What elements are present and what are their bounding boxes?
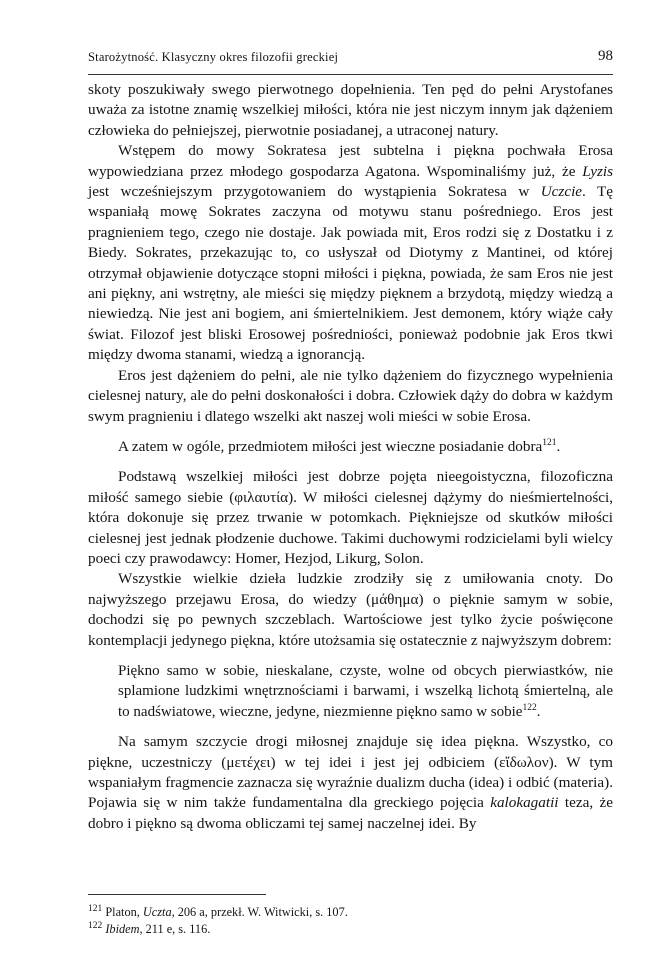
- greek-term: μετέχει: [226, 753, 271, 771]
- work-title-lyzis: Lyzis: [582, 162, 613, 180]
- greek-term: μάθημα: [371, 590, 419, 608]
- main-text: [88, 80, 613, 834]
- block-quote: Piękno samo w sobie, nieskalane, czyste, wolne od obcych pierwiastków, nie splamione ludzkimi wnętrznościami i barwami, i wszelką lichotą śmiertelną, ale to nadświatowe, wieczne, jedyne, niezmienne piękno samo w sobie$^{122}$.: [118, 662, 613, 720]
- term-kalokagatia: kalokagatii: [490, 794, 559, 812]
- running-title: Starożytność. Klasyczny okres filozofii greckiej: [88, 50, 339, 64]
- paragraph-2: Wstępem do mowy Sokratesa jest subtelna i piękna pochwała Erosa wypowiedziana przez młodego gospodarza Agatona. Wspominaliśmy już, że Lyzis jest wcześniejszym przygotowaniem do wystąpienia Sokratesa w Uczcie. Tę wspaniałą mowę Sokrates zaczyna od motywu stanu pośredniego. Eros jest pragnieniem tego, czego nie dostaje. Jak powiada mit, Eros rodzi się z Dostatku i z Biedy. Sokrates, przekazując to, co usłyszał od Diotymy z Mantinei, od której otrzymał objawienie dotyczące stopni miłości i piękna, powiada, że sam Eros nie jest ani piękny, ani wstrętny, ale mieści się między pięknem a brzydotą, między wiedzą a niewiedzą. Nie jest ani bogiem, ani śmiertelnikiem. Jest demonem, który wiąże cały świat. Filozof jest bliski Erosowej pośredniości, ponieważ podobnie jak Eros tkwi między dwoma stanami, wiedzą a ignorancją.: [88, 142, 613, 364]
- paragraph-4: A zatem w ogóle, przedmiotem miłości jest wieczne posiadanie dobra$^{121}$.: [118, 437, 561, 455]
- footnote-121: $^{121}$ Platon, Uczta, 206 a, przekł. W. Witwicki, s. 107.: [88, 903, 348, 919]
- footnote-ref-121[interactable]: 121: [542, 437, 557, 448]
- greek-term: εἴδωλον: [499, 753, 549, 771]
- paragraph-5: Podstawą wszelkiej miłości jest dobrze pojęta nieegoistyczna, filozoficzna miłość samego siebie (φιλαυτία). W miłości cielesnej dążymy do nieśmiertelności, która dokonuje się przez trwanie w potomkach. Piękniejsze od skutków miłości cielesnej jest jednak płodzenie duchowe. Takimi duchowymi rodzicielami byli wielcy poeci czy prawodawcy: Homer, Hezjod, Likurg, Solon.: [88, 468, 613, 567]
- paragraph-1: skoty poszukiwały swego pierwotnego dopełnienia. Ten pęd do pełni Arystofanes uważa za istotne znamię wszelkiej miłości, która nie jest niczym innym jak dążeniem człowieka do pełniejszej, pierwotnie posiadanej, a utraconej natury.: [88, 81, 613, 139]
- footnotes: [88, 904, 613, 938]
- paragraph-3: Eros jest dążeniem do pełni, ale nie tylko dążeniem do fizycznego wypełnienia cielesnej natury, ale do pełni doskonałości i dobra. Człowiek dąży do dobra w każdym swym pragnieniu i dlatego wszelki akt naszej woli mieści w sobie Erosa.: [88, 366, 613, 425]
- work-title-uczta: Uczcie: [540, 183, 583, 201]
- footnote-rule: [88, 894, 266, 895]
- page-header: [88, 46, 613, 75]
- paragraph-7: Na samym szczycie drogi miłosnej znajduje się idea piękna. Wszystko, co piękne, uczestniczy (μετέχει) w tej idei i jest jej odbiciem (εἴδωλον). W tym wspaniałym fragmencie zaznacza się wyraźnie dualizm ducha (idea) i odbić (materia). Pojawia się w nim także fundamentalna dla greckiego pojęcia kalokagatii teza, że dobro i piękno są dwoma obliczami tej samej naczelnej idei. By: [88, 733, 613, 832]
- greek-term: φιλαυτία: [234, 488, 289, 506]
- footnote-122: $^{122}$ Ibidem, 211 e, s. 116.: [88, 920, 211, 936]
- paragraph-6: Wszystkie wielkie dzieła ludzkie zrodziły się z umiłowania cnoty. Do najwyższego przejawu Erosa, do wiedzy (μάθημα) o pięknie samym w sobie, dochodzi się po pewnych szczeblach. Wartościowe jest tylko życie poświęcone kontemplacji jedynego piękna, które utożsamia się ostatecznie z najwyższym dobrem:: [88, 570, 613, 649]
- footnote-ref-122[interactable]: 122: [522, 702, 537, 713]
- page-number: 98: [598, 48, 613, 64]
